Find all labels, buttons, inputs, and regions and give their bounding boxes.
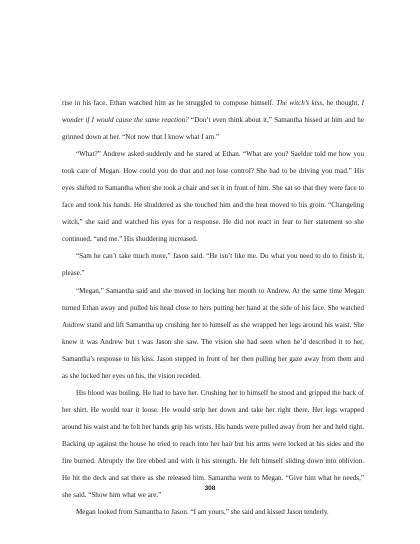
- text-run: “Megan,” Samantha said and she moved in locking her mouth to Andrew. At the same time Megan turned Ethan away and pulled his head close to hers putting her hand at the side of his face. She watched Andrew stand and lift Samantha up crushing her to himself as she wrapped her legs around his waist. She knew it was Andrew but t was Jason she saw. The vision she had seen when he’d described it to her, Samantha’s response to his kiss. Jason stepped in front of her then pulling her gaze away from them and as she locked her eyes on his, the vision receded.: [62, 286, 364, 380]
- text-run: he thought,: [323, 99, 362, 107]
- paragraph: [62, 283, 364, 385]
- italic-thought: I wonder if I would cause the same reaction?: [62, 99, 364, 125]
- text-run: “Sam he can’t take much more,” Jason said. “He isn’t like me. Do what you need to do to finish it, please.”: [62, 252, 364, 278]
- paragraph: [62, 504, 364, 521]
- text-run: “What?” Andrew asked suddenly and he stared at Ethan. “What are you? Saeldur told me how you took care of Megan. How could you do that and not lose control? She had to be driving you mad.” His eyes shifted to Samantha when she took a chair and set it in front of him. She sat so that they were face to face and took his hands. He shuddered as she touched him and the heat moved to his groin. “Changeling witch,” she said and watched his eyes for a response. He did not react in fear to her statement so she continued, “and me.” His shuddering increased.: [62, 150, 364, 244]
- text-run: “Don’t even think about it,” Samantha hissed at him and he grinned down at her. “Not now that I know what I am.”: [62, 116, 364, 142]
- text-run: Megan looked from Samantha to Jason. “I am yours,” she said and kissed Jason tenderly.: [76, 508, 329, 517]
- italic-thought: The witch’s kiss,: [276, 99, 324, 107]
- page-number: 308: [204, 485, 216, 492]
- paragraph: [62, 95, 364, 146]
- text-run: His blood was boiling. He had to have her. Crushing her to himself he stood and gripped the back of her shirt. He would tear it loose. He would strip her down and take her right there. Her legs wrapped around his waist and he felt her hands grip his wrists. His hands were pulled away from her and held tight. Backing up against the house he tried to reach into her hair but his arms were locked at his sides and the fire burned. Abruptly the fire ebbed and with it his strength. He felt himself sliding down into oblivion. He hit the deck and sat there as she released him. Samantha went to Megan. “Give him what he needs,” she said. “Show him what we are.”: [62, 388, 364, 500]
- body-text: [62, 95, 364, 521]
- paragraph: [62, 146, 364, 248]
- text-run: rise in his face. Ethan watched him as he struggled to compose himself.: [62, 99, 277, 107]
- paragraph: [62, 248, 364, 282]
